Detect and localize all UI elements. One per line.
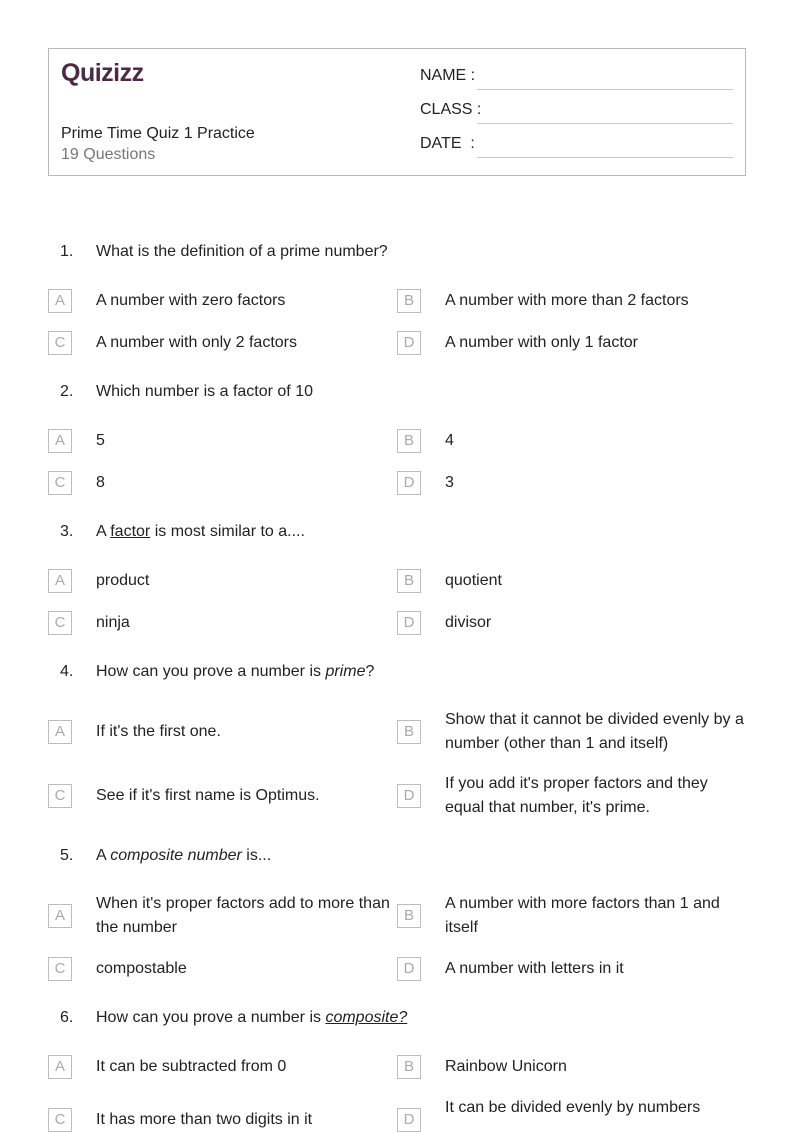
option-letter-box-a[interactable]: A bbox=[48, 429, 72, 453]
option-text: 3 bbox=[445, 474, 454, 491]
option-text: A number with zero factors bbox=[96, 292, 286, 309]
emphasis-text: composite? bbox=[325, 1009, 408, 1026]
prompt-text: is most similar to a.... bbox=[150, 523, 305, 540]
question-number: 5. bbox=[60, 847, 74, 864]
option-letter-box-a[interactable]: A bbox=[48, 1055, 72, 1079]
option-letter-box-c[interactable]: C bbox=[48, 784, 72, 808]
option-letter-box-c[interactable]: C bbox=[48, 331, 72, 355]
option-letter-box-b[interactable]: B bbox=[397, 1055, 421, 1079]
prompt-text: How can you prove a number is bbox=[96, 663, 326, 680]
option-text: It can be divided evenly by numbers bbox=[445, 1099, 701, 1116]
option-letter-box-d[interactable]: D bbox=[397, 1108, 421, 1132]
worksheet-header bbox=[48, 48, 746, 176]
option-text: ninja bbox=[96, 614, 130, 631]
question-number: 2. bbox=[60, 383, 74, 400]
option-letter-box-d[interactable]: D bbox=[397, 611, 421, 635]
prompt-text: A bbox=[96, 847, 111, 864]
option-letter-box-b[interactable]: B bbox=[397, 904, 421, 928]
option-text: If it's the first one. bbox=[96, 723, 221, 740]
prompt-text: Which number is a factor of 10 bbox=[96, 383, 313, 400]
option-letter-box-a[interactable]: A bbox=[48, 720, 72, 744]
option-text: It has more than two digits in it bbox=[96, 1111, 313, 1128]
name-field[interactable] bbox=[477, 89, 733, 90]
option-text: A number with only 1 factor bbox=[445, 334, 638, 351]
question-text bbox=[96, 380, 313, 404]
option-text: 8 bbox=[96, 474, 105, 491]
question-text bbox=[96, 1006, 407, 1030]
option-text: product bbox=[96, 572, 150, 589]
name-label: NAME : bbox=[420, 67, 476, 84]
option-text: 5 bbox=[96, 432, 105, 449]
option-letter-box-b[interactable]: B bbox=[397, 569, 421, 593]
question-text bbox=[96, 660, 374, 684]
option-text: A number with letters in it bbox=[445, 960, 624, 977]
question-number: 3. bbox=[60, 523, 74, 540]
option-letter-box-a[interactable]: A bbox=[48, 289, 72, 313]
date-field[interactable] bbox=[477, 157, 733, 158]
option-text: Show that it cannot be divided evenly by a number (other than 1 and itself) bbox=[445, 711, 744, 752]
option-letter-box-d[interactable]: D bbox=[397, 331, 421, 355]
option-letter-box-d[interactable]: D bbox=[397, 784, 421, 808]
question-text bbox=[96, 240, 388, 264]
prompt-text: is... bbox=[241, 847, 272, 864]
option-letter-box-b[interactable]: B bbox=[397, 429, 421, 453]
option-letter-box-d[interactable]: D bbox=[397, 957, 421, 981]
question-number: 1. bbox=[60, 243, 74, 260]
option-letter-box-d[interactable]: D bbox=[397, 471, 421, 495]
option-text: compostable bbox=[96, 960, 187, 977]
emphasis-text: prime bbox=[325, 663, 366, 680]
option-letter-box-b[interactable]: B bbox=[397, 720, 421, 744]
option-letter-box-a[interactable]: A bbox=[48, 904, 72, 928]
option-text: A number with more than 2 factors bbox=[445, 292, 689, 309]
option-letter-box-a[interactable]: A bbox=[48, 569, 72, 593]
option-text: Rainbow Unicorn bbox=[445, 1058, 567, 1075]
emphasis-text: composite number bbox=[110, 847, 242, 864]
option-letter-box-c[interactable]: C bbox=[48, 471, 72, 495]
prompt-text: A bbox=[96, 523, 111, 540]
option-letter-box-c[interactable]: C bbox=[48, 957, 72, 981]
option-text: 4 bbox=[445, 432, 454, 449]
question-number: 6. bbox=[60, 1009, 74, 1026]
quizizz-logo: Quizizz bbox=[61, 59, 144, 87]
question-count: 19 Questions bbox=[61, 146, 156, 163]
prompt-text: What is the definition of a prime number? bbox=[96, 243, 388, 260]
question-number: 4. bbox=[60, 663, 74, 680]
option-text: When it's proper factors add to more than the number bbox=[96, 895, 390, 936]
option-letter-box-c[interactable]: C bbox=[48, 611, 72, 635]
option-text: See if it's first name is Optimus. bbox=[96, 787, 320, 804]
prompt-text: ? bbox=[365, 663, 375, 680]
class-label: CLASS : bbox=[420, 101, 482, 118]
option-text: If you add it's proper factors and they equal that number, it's prime. bbox=[445, 775, 708, 816]
option-text: divisor bbox=[445, 614, 492, 631]
option-text: It can be subtracted from 0 bbox=[96, 1058, 287, 1075]
emphasis-text: factor bbox=[110, 523, 151, 540]
question-text bbox=[96, 520, 305, 544]
class-field[interactable] bbox=[477, 123, 733, 124]
option-text: quotient bbox=[445, 572, 502, 589]
option-letter-box-b[interactable]: B bbox=[397, 289, 421, 313]
date-label: DATE : bbox=[420, 135, 475, 152]
option-letter-box-c[interactable]: C bbox=[48, 1108, 72, 1132]
option-text: A number with only 2 factors bbox=[96, 334, 297, 351]
question-text bbox=[96, 844, 271, 868]
prompt-text: How can you prove a number is bbox=[96, 1009, 326, 1026]
option-text: A number with more factors than 1 and itself bbox=[445, 895, 720, 936]
quiz-title: Prime Time Quiz 1 Practice bbox=[61, 125, 255, 142]
